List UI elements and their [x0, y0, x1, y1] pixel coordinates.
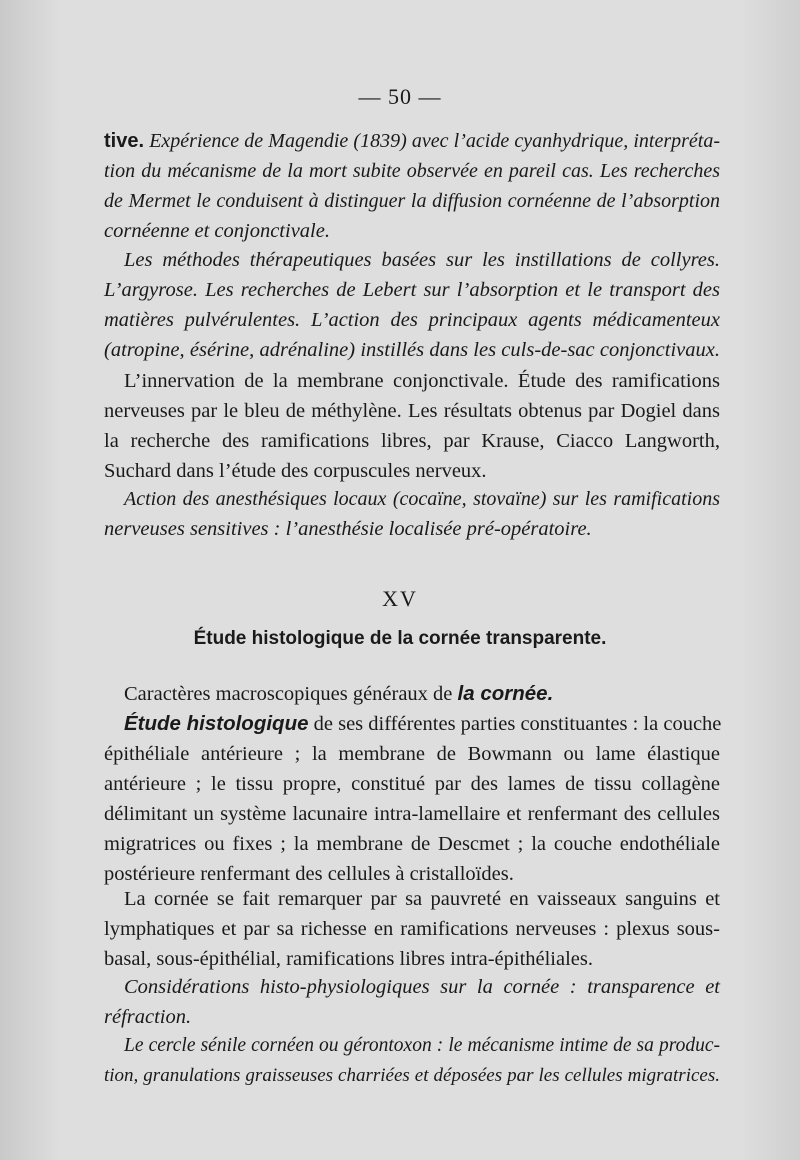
text-line: délimitant un système lacunaire intra-lamellaire et renfermant des cellules	[104, 803, 720, 825]
bold-italic-text: la cornée.	[457, 682, 554, 705]
text-line: Les méthodes thérapeutiques basées sur les instillations de collyres.	[124, 249, 720, 271]
text-line: nerveuses sensitives : l’anesthésie localisée pré-opératoire.	[104, 518, 592, 540]
text-line: cornéenne et conjonctivale.	[104, 220, 330, 242]
section-numeral: XV	[382, 586, 418, 611]
text-line: La cornée se fait remarquer par sa pauvreté en vaisseaux sanguins et	[124, 888, 720, 910]
bold-italic-text: Étude histologique	[124, 712, 309, 735]
text-line: Considérations histo-physiologiques sur la cornée : transparence et	[124, 976, 720, 998]
bold-word: tive.	[104, 130, 145, 152]
text-line: Caractères macroscopiques généraux de la cornée.	[124, 682, 554, 705]
text-line: la recherche des ramifications libres, par Krause, Ciacco Langworth,	[104, 430, 720, 452]
text-line: de Mermet le conduisent à distinguer la diffusion cornéenne de l’absorption	[104, 190, 720, 212]
text-line: matières pulvérulentes. L’action des principaux agents médicamenteux	[104, 309, 720, 331]
text-line: tion, granulations graisseuses charriées et déposées par les cellules migratrices.	[104, 1065, 720, 1086]
text-line: Suchard dans l’étude des corpuscules nerveux.	[104, 460, 487, 482]
paragraph-magendie	[104, 126, 720, 246]
paragraph-pauvrete	[104, 884, 720, 974]
paragraph-considerations	[104, 972, 720, 1032]
text-line: épithéliale antérieure ; la membrane de Bowmann ou lame élastique	[104, 743, 720, 765]
text-line: lymphatiques et par sa richesse en ramifications nerveuses : plexus sous-	[104, 918, 720, 940]
paragraph-etude	[104, 709, 720, 889]
text-line	[104, 126, 720, 156]
paragraph-gerontoxon	[104, 1031, 720, 1091]
text-line: réfraction.	[104, 1006, 192, 1028]
text-line: postérieure renfermant des cellules à cristalloïdes.	[104, 863, 514, 885]
text-line: Action des anesthésiques locaux (cocaïne, stovaïne) sur les ramifications	[124, 488, 720, 510]
text-line: (atropine, ésérine, adrénaline) instillés dans les culs-de-sac conjonctivaux.	[104, 339, 720, 361]
text-line: Le cercle sénile cornéen ou gérontoxon : le mécanisme intime de sa produc-	[124, 1035, 720, 1056]
italic-text: Expérience de Magendie (1839) avec l’acide cyanhydrique, interpréta-	[149, 130, 721, 152]
section-title: Étude histologique de la cornée transparente.	[193, 628, 607, 649]
text-line: migratrices ou fixes ; la membrane de Descmet ; la couche endothéliale	[104, 833, 720, 855]
text-line: antérieure ; le tissu propre, constitué par des lames de tissu collagène	[104, 773, 720, 795]
text-line: Étude histologique de ses différentes parties constituantes : la couche	[124, 712, 722, 735]
text-line: L’innervation de la membrane conjonctivale. Étude des ramifications	[124, 370, 720, 392]
paragraph-caracteres	[104, 679, 720, 709]
text-line: basal, sous-épithélial, ramifications libres intra-épithéliales.	[104, 948, 593, 970]
paragraph-therapeutiques	[104, 245, 720, 365]
paragraph-anesthesiques	[104, 484, 720, 544]
text-line: nerveuses par le bleu de méthylène. Les résultats obtenus par Dogiel dans	[104, 400, 720, 422]
page-number: — 50 —	[358, 84, 442, 109]
text-line: L’argyrose. Les recherches de Lebert sur l’absorption et le transport des	[104, 279, 720, 301]
text-line: tion du mécanisme de la mort subite observée en pareil cas. Les recherches	[104, 160, 720, 182]
paragraph-innervation	[104, 366, 720, 486]
